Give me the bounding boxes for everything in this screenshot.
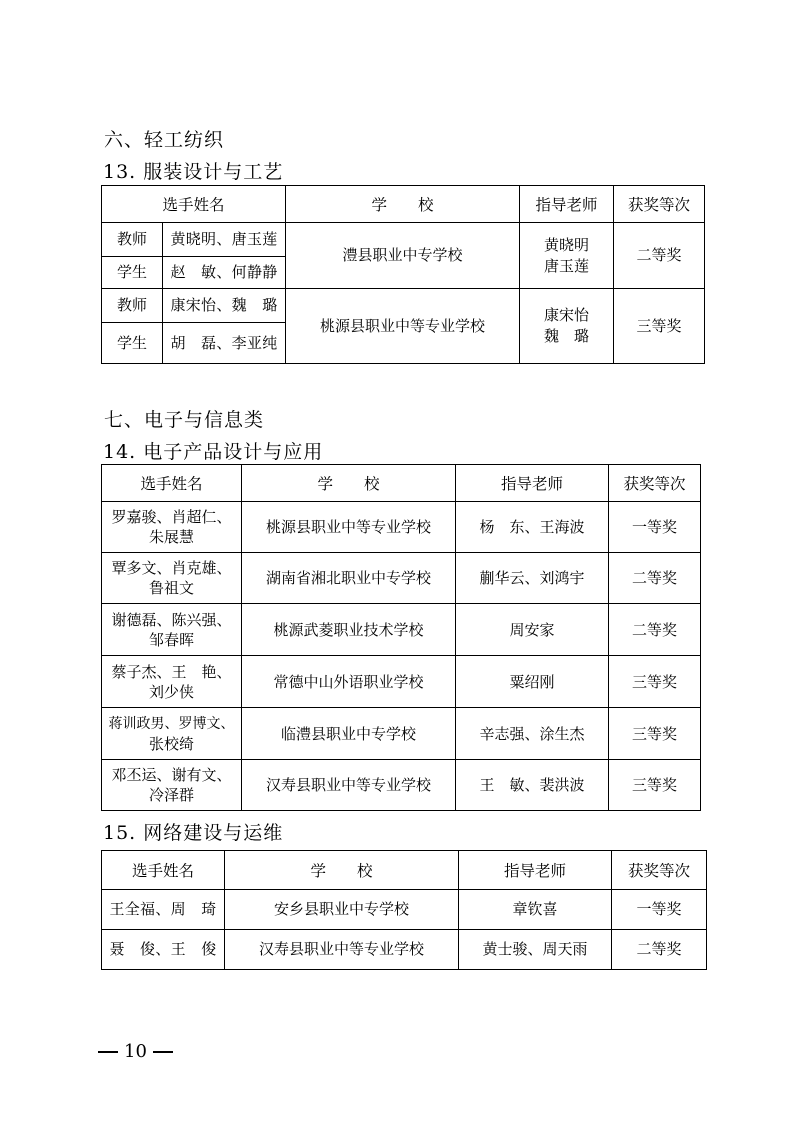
contestant-names: 聂 俊、王 俊 (102, 930, 225, 970)
name-line: 谢德磊、陈兴强、 (111, 610, 232, 629)
header-school: 学 校 (225, 851, 459, 890)
advisor-cell: 粟绍刚 (456, 656, 609, 708)
advisor-cell: 杨 东、王海波 (456, 502, 609, 553)
student-names: 赵 敏、何静静 (163, 257, 286, 289)
award-cell: 一等奖 (612, 890, 707, 930)
subsection-title-13: 13. 服装设计与工艺 (103, 161, 284, 183)
advisor-cell (520, 289, 614, 364)
subsection-title-15: 15. 网络建设与运维 (103, 822, 284, 844)
advisor-name: 唐玉莲 (544, 256, 590, 275)
name-line: 覃多文、肖克雄、 (111, 559, 232, 577)
role-label: 教师 (102, 289, 163, 323)
award-cell: 三等奖 (609, 656, 701, 708)
advisor-name: 黄晓明 (544, 235, 590, 254)
table-row (102, 604, 701, 656)
role-label: 学生 (102, 257, 163, 289)
table-15 (101, 850, 707, 970)
header-advisor: 指导老师 (520, 186, 614, 223)
school-cell: 汉寿县职业中等专业学校 (242, 760, 456, 811)
school-cell: 安乡县职业中专学校 (225, 890, 459, 930)
table-row (102, 708, 701, 760)
award-cell: 三等奖 (614, 289, 705, 364)
section-heading-electronics: 七、电子与信息类 (104, 409, 265, 431)
table-14 (101, 464, 701, 811)
table-row (102, 289, 705, 323)
contestant-names (102, 656, 242, 708)
name-line: 朱展慧 (148, 528, 194, 546)
header-award: 获奖等次 (614, 186, 705, 223)
award-cell: 三等奖 (609, 708, 701, 760)
table-header-row (102, 465, 701, 502)
header-advisor: 指导老师 (459, 851, 612, 890)
page-number: 10 (124, 1041, 147, 1062)
role-label: 教师 (102, 223, 163, 257)
subsection-title-14: 14. 电子产品设计与应用 (103, 441, 324, 463)
header-name: 选手姓名 (102, 465, 242, 502)
student-names: 胡 磊、李亚纯 (163, 323, 286, 364)
advisor-cell: 王 敏、裴洪波 (456, 760, 609, 811)
table-row (102, 502, 701, 553)
page-footer (98, 1041, 173, 1062)
name-line: 冷泽群 (148, 786, 194, 804)
header-school: 学 校 (242, 465, 456, 502)
contestant-names (102, 502, 242, 553)
teacher-names: 康宋怡、魏 璐 (163, 289, 286, 323)
table-row (102, 553, 701, 604)
name-line: 邓丕运、谢有文、 (111, 766, 232, 784)
dash-right (153, 1051, 173, 1053)
header-award: 获奖等次 (612, 851, 707, 890)
table-header-row (102, 186, 705, 223)
award-cell: 三等奖 (609, 760, 701, 811)
table-row (102, 760, 701, 811)
school-cell: 澧县职业中专学校 (286, 223, 520, 289)
section-heading-light-textile: 六、轻工纺织 (104, 129, 225, 151)
award-cell: 二等奖 (609, 553, 701, 604)
advisor-name: 康宋怡 (544, 306, 590, 324)
table-row (102, 930, 707, 970)
table-header-row (102, 851, 707, 890)
advisor-cell: 章钦喜 (459, 890, 612, 930)
advisor-cell: 周安家 (456, 604, 609, 656)
school-cell: 桃源武菱职业技术学校 (242, 604, 456, 656)
table-13 (101, 185, 705, 364)
advisor-cell: 黄士骏、周天雨 (459, 930, 612, 970)
contestant-names (102, 760, 242, 811)
name-line: 蒋训政男、罗博文、 (108, 715, 235, 732)
contestant-names: 王全福、周 琦 (102, 890, 225, 930)
name-line: 刘少侠 (148, 682, 194, 701)
contestant-names (102, 708, 242, 760)
school-cell: 湖南省湘北职业中专学校 (242, 553, 456, 604)
header-advisor: 指导老师 (456, 465, 609, 502)
advisor-cell: 蒯华云、刘鸿宇 (456, 553, 609, 604)
advisor-cell (520, 223, 614, 289)
name-line: 邹春晖 (148, 630, 194, 649)
header-school: 学 校 (286, 186, 520, 223)
school-cell: 临澧县职业中专学校 (242, 708, 456, 760)
contestant-names (102, 553, 242, 604)
table-row (102, 890, 707, 930)
role-label: 学生 (102, 323, 163, 364)
name-line: 蔡子杰、王 艳、 (111, 662, 232, 681)
teacher-names: 黄晓明、唐玉莲 (163, 223, 286, 257)
header-name: 选手姓名 (102, 186, 286, 223)
school-cell: 常德中山外语职业学校 (242, 656, 456, 708)
school-cell: 桃源县职业中等专业学校 (286, 289, 520, 364)
award-cell: 二等奖 (614, 223, 705, 289)
award-cell: 二等奖 (609, 604, 701, 656)
advisor-name: 魏 璐 (544, 327, 590, 345)
name-line: 张校绮 (148, 734, 194, 753)
award-cell: 二等奖 (612, 930, 707, 970)
award-cell: 一等奖 (609, 502, 701, 553)
table-row (102, 223, 705, 257)
name-line: 鲁祖文 (148, 579, 194, 597)
dash-left (98, 1051, 118, 1053)
header-award: 获奖等次 (609, 465, 701, 502)
contestant-names (102, 604, 242, 656)
header-name: 选手姓名 (102, 851, 225, 890)
advisor-cell: 辛志强、涂生杰 (456, 708, 609, 760)
table-row (102, 656, 701, 708)
school-cell: 汉寿县职业中等专业学校 (225, 930, 459, 970)
school-cell: 桃源县职业中等专业学校 (242, 502, 456, 553)
name-line: 罗嘉骏、肖超仁、 (111, 508, 232, 526)
